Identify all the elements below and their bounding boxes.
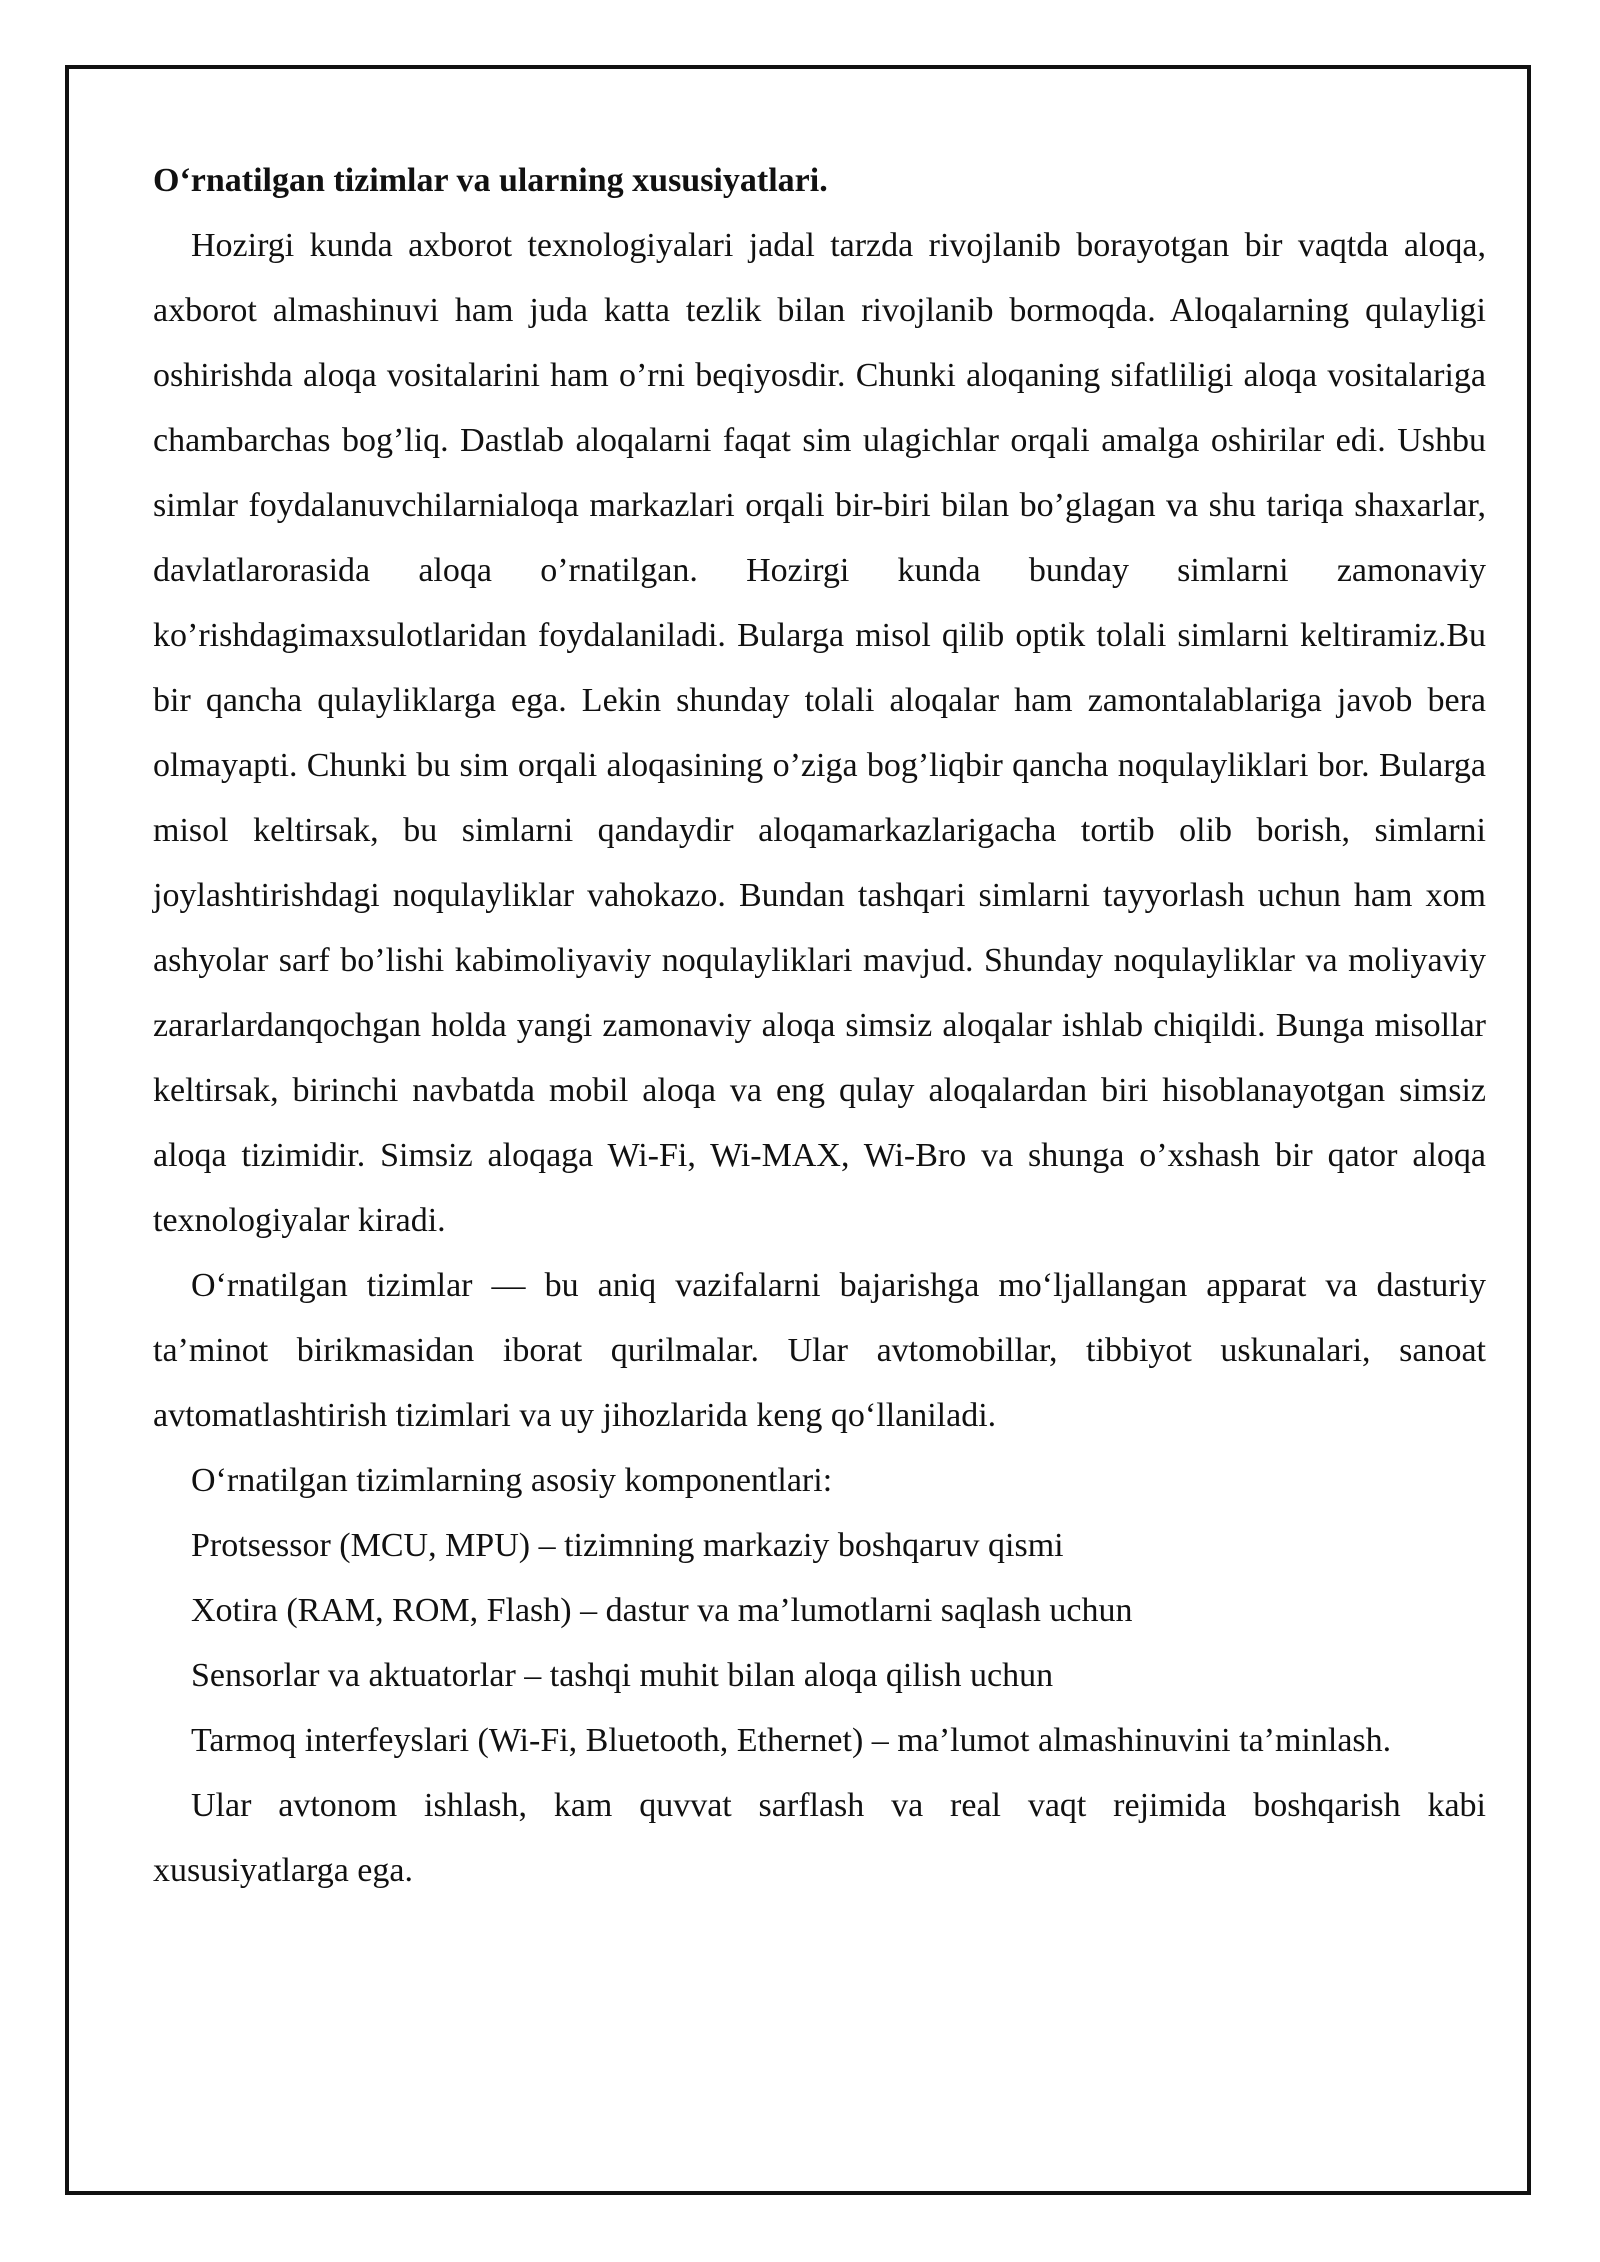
component-network: Tarmoq interfeyslari (Wi-Fi, Bluetooth, Ethernet) – ma’lumot almashinuvini ta’minlash. xyxy=(191,1722,1392,1759)
paragraph-features: Ular avtonom ishlash, kam quvvat sarflash va real vaqt rejimida boshqarish kabi xususiyatlarga ega. xyxy=(153,1787,1486,1889)
paragraph-intro: Hozirgi kunda axborot texnologiyalari jadal tarzda rivojlanib borayotgan bir vaqtda aloqa, axborot almashinuvi ham juda katta tezlik bilan rivojlanib bormoqda. Aloqalarning qulayligi oshirishda aloqa vositalarini ham o’rni beqiyosdir. Chunki aloqaning sifatliligi aloqa vositalariga chambarchas bog’liq. Dastlab aloqalarni faqat sim ulagichlar orqali amalga oshirilar edi. Ushbu simlar foydalanuvchilarnialoqa markazlari orqali bir-biri bilan bo’glagan va shu tariqa shaxarlar, davlatlarorasida aloqa o’rnatilgan. Hozirgi kunda bunday simlarni zamonaviy ko’rishdagimaxsulotlaridan foydalaniladi. Bularga misol qilib optik tolali simlarni keltiramiz.Bu bir qancha qulayliklarga ega. Lekin shunday tolali aloqalar ham zamontalablariga javob bera olmayapti. Chunki bu sim orqali aloqasining o’ziga bog’liqbir qancha noqulayliklari bor. Bularga misol keltirsak, bu simlarni qandaydir aloqamarkazlarigacha tortib olib borish, simlarni joylashtirishdagi noqulayliklar vahokazo. Bundan tashqari simlarni tayyorlash uchun ham xom ashyolar sarf bo’lishi kabimoliyaviy noqulayliklari mavjud. Shunday noqulayliklar va moliyaviy zararlardanqochgan holda yangi zamonaviy aloqa simsiz aloqalar ishlab chiqildi. Bunga misollar keltirsak, birinchi navbatda mobil aloqa va eng qulay aloqalardan biri hisoblanayotgan simsiz aloqa tizimidir. Simsiz aloqaga Wi-Fi, Wi-MAX, Wi-Bro va shunga o’xshash bir qator aloqa texnologiyalar kiradi. xyxy=(153,227,1486,1239)
document-body xyxy=(153,148,1486,1903)
paragraph-components-heading: O‘rnatilgan tizimlarning asosiy komponentlari: xyxy=(191,1462,833,1499)
component-memory: Xotira (RAM, ROM, Flash) – dastur va ma’lumotlarni saqlash uchun xyxy=(191,1592,1133,1629)
paragraph-definition: O‘rnatilgan tizimlar — bu aniq vazifalarni bajarishga mo‘ljallangan apparat va dasturiy ta’minot birikmasidan iborat qurilmalar. Ular avtomobillar, tibbiyot uskunalari, sanoat avtomatlashtirish tizimlari va uy jihozlarida keng qo‘llaniladi. xyxy=(153,1267,1486,1434)
component-processor: Protsessor (MCU, MPU) – tizimning markaziy boshqaruv qismi xyxy=(191,1527,1064,1564)
component-sensors: Sensorlar va aktuatorlar – tashqi muhit bilan aloqa qilish uchun xyxy=(191,1657,1054,1694)
document-title: O‘rnatilgan tizimlar va ularning xususiyatlari. xyxy=(153,162,828,199)
